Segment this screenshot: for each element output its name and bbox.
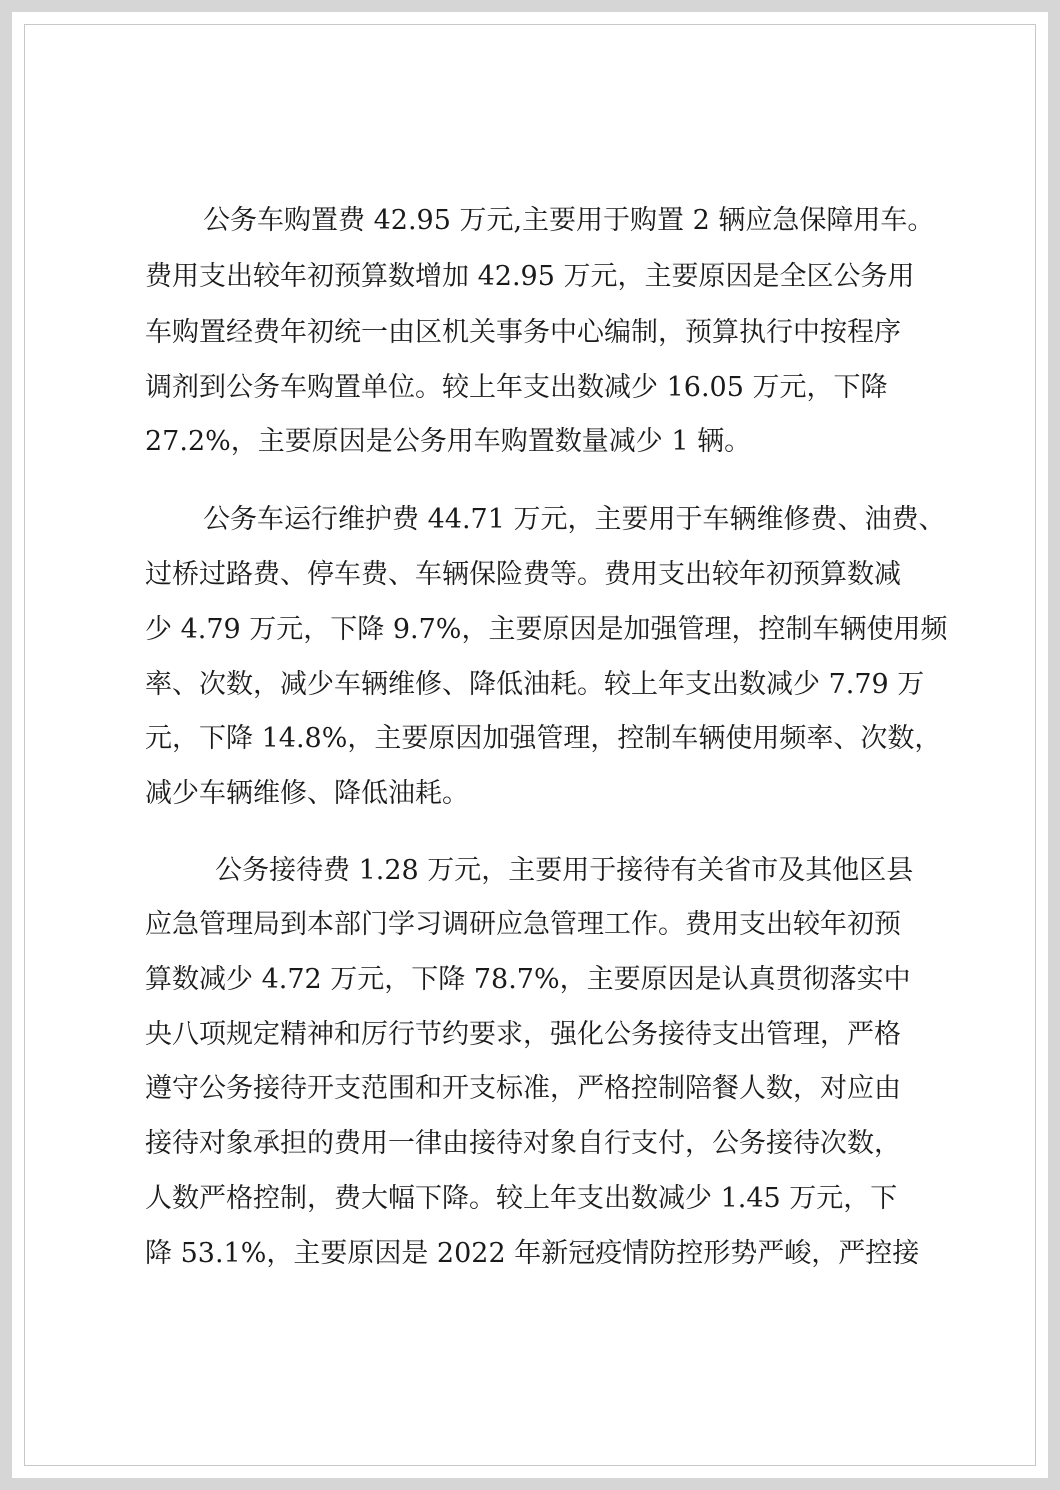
paragraph-line: 公务车购置费 42.95 万元,主要用于购置 2 辆应急保障用车。 — [203, 205, 935, 236]
paragraph-line: 过桥过路费、停车费、车辆保险费等。费用支出较年初预算数减 — [145, 559, 901, 590]
paragraph-line: 央八项规定精神和厉行节约要求，强化公务接待支出管理，严格 — [145, 1019, 901, 1050]
paragraph-line: 降 53.1%，主要原因是 2022 年新冠疫情防控形势严峻，严控接 — [145, 1238, 920, 1269]
paragraph-line: 27.2%，主要原因是公务用车购置数量减少 1 辆。 — [145, 426, 752, 457]
paragraph-line: 人数严格控制，费大幅下降。较上年支出数减少 1.45 万元，下 — [145, 1183, 898, 1214]
paragraph-line: 公务车运行维护费 44.71 万元，主要用于车辆维修费、油费、 — [203, 504, 946, 535]
paragraph-line: 少 4.79 万元，下降 9.7%，主要原因是加强管理，控制车辆使用频 — [145, 614, 948, 645]
paragraph-line: 遵守公务接待开支范围和开支标准，严格控制陪餐人数，对应由 — [145, 1073, 901, 1104]
paragraph-line: 车购置经费年初统一由区机关事务中心编制，预算执行中按程序 — [145, 317, 901, 348]
paragraph-line: 费用支出较年初预算数增加 42.95 万元，主要原因是全区公务用 — [145, 261, 915, 292]
paragraph-line: 应急管理局到本部门学习调研应急管理工作。费用支出较年初预 — [145, 909, 901, 940]
paragraph-line: 元，下降 14.8%，主要原因加强管理，控制车辆使用频率、次数， — [145, 723, 942, 754]
paragraph-line: 减少车辆维修、降低油耗。 — [145, 778, 469, 809]
paragraph-line: 公务接待费 1.28 万元，主要用于接待有关省市及其他区县 — [215, 855, 914, 886]
paragraph-line: 调剂到公务车购置单位。较上年支出数减少 16.05 万元，下降 — [145, 372, 888, 403]
paragraph-line: 接待对象承担的费用一律由接待对象自行支付，公务接待次数， — [145, 1128, 901, 1159]
paragraph-line: 算数减少 4.72 万元，下降 78.7%，主要原因是认真贯彻落实中 — [145, 964, 911, 995]
paragraph-line: 率、次数，减少车辆维修、降低油耗。较上年支出数减少 7.79 万 — [145, 669, 925, 700]
